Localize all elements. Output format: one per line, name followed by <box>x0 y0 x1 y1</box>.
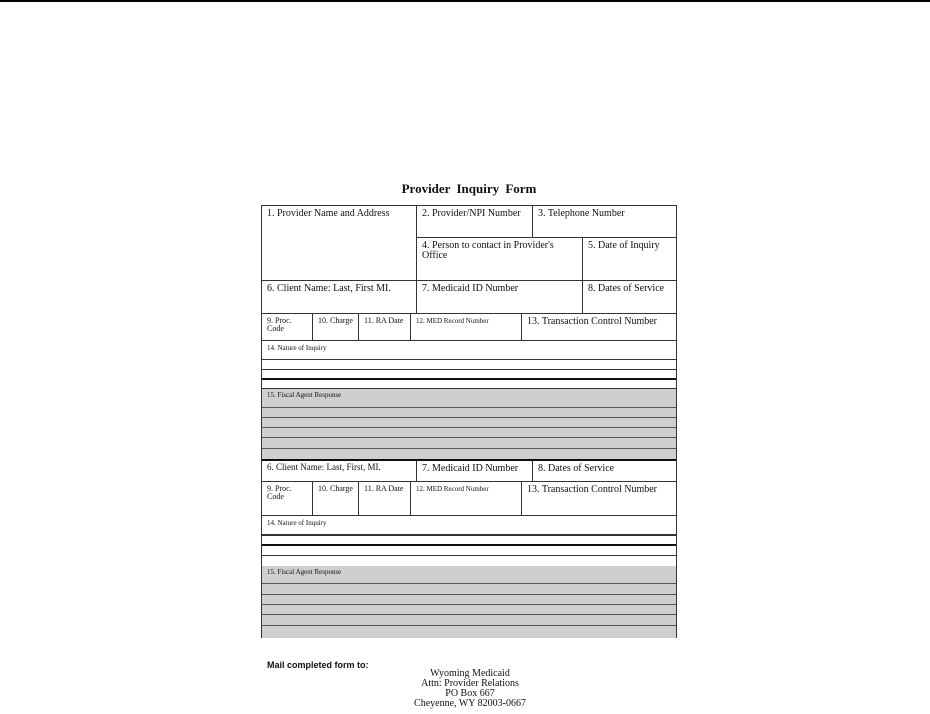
tcn-field[interactable]: 13. Transaction Control Number <box>522 314 676 341</box>
response-line <box>262 594 676 595</box>
med-record-field-2[interactable]: 12. MED Record Number <box>411 482 522 516</box>
fiscal-response-label: 15. Fiscal Agent Response <box>267 391 342 399</box>
proc-code-field[interactable]: 9. Proc. Code <box>262 314 313 341</box>
medicaid-id-field-2[interactable]: 7. Medicaid ID Number <box>417 461 533 482</box>
medicaid-id-field[interactable]: 7. Medicaid ID Number <box>417 281 583 314</box>
address-line-2: Attn: Provider Relations <box>421 678 519 689</box>
mail-instructions: Mail completed form to: <box>267 660 369 670</box>
address-line-3: PO Box 667 <box>445 688 495 699</box>
contact-person-field[interactable]: 4. Person to contact in Provider's Office <box>417 238 583 281</box>
telephone-field[interactable]: 3. Telephone Number <box>533 206 676 238</box>
nature-of-inquiry-field-2[interactable]: 14. Nature of Inquiry <box>262 516 676 535</box>
response-line <box>262 604 676 605</box>
mailing-address <box>380 669 560 709</box>
response-line <box>262 625 676 626</box>
response-line <box>262 437 676 438</box>
fiscal-response-area-2[interactable] <box>262 566 676 638</box>
proc-code-field-2[interactable]: 9. Proc. Code <box>262 482 313 516</box>
provider-name-field[interactable]: 1. Provider Name and Address <box>262 206 417 281</box>
date-of-inquiry-field[interactable]: 5. Date of Inquiry <box>583 238 676 281</box>
provider-inquiry-form <box>261 205 677 638</box>
charge-field-2[interactable]: 10. Charge <box>313 482 359 516</box>
address-line-1: Wyoming Medicaid <box>430 668 510 679</box>
provider-npi-field[interactable]: 2. Provider/NPI Number <box>417 206 533 238</box>
response-line <box>262 417 676 418</box>
inquiry-line <box>262 555 676 556</box>
tcn-field-2[interactable]: 13. Transaction Control Number <box>522 482 676 516</box>
dates-of-service-field[interactable]: 8. Dates of Service <box>583 281 676 314</box>
client-name-field-2[interactable]: 6. Client Name: Last, First, MI. <box>262 461 417 482</box>
response-line <box>262 427 676 428</box>
client-name-field[interactable]: 6. Client Name: Last, First MI. <box>262 281 417 314</box>
response-line <box>262 448 676 449</box>
med-record-field[interactable]: 12. MED Record Number <box>411 314 522 341</box>
response-line <box>262 614 676 615</box>
response-line <box>262 407 676 408</box>
ra-date-field[interactable]: 11. RA Date <box>359 314 411 341</box>
form-title: Provider Inquiry Form <box>401 181 537 196</box>
response-line <box>262 583 676 584</box>
inquiry-line <box>262 544 676 546</box>
inquiry-line <box>262 378 676 380</box>
inquiry-line <box>262 535 676 536</box>
address-line-4: Cheyenne, WY 82003-0667 <box>414 698 526 709</box>
ra-date-field-2[interactable]: 11. RA Date <box>359 482 411 516</box>
top-rule <box>0 0 930 2</box>
inquiry-line <box>262 369 676 370</box>
fiscal-response-label-2: 15. Fiscal Agent Response <box>267 568 342 576</box>
nature-of-inquiry-field[interactable]: 14. Nature of Inquiry <box>262 341 676 360</box>
dates-of-service-field-2[interactable]: 8. Dates of Service <box>533 461 676 482</box>
charge-field[interactable]: 10. Charge <box>313 314 359 341</box>
